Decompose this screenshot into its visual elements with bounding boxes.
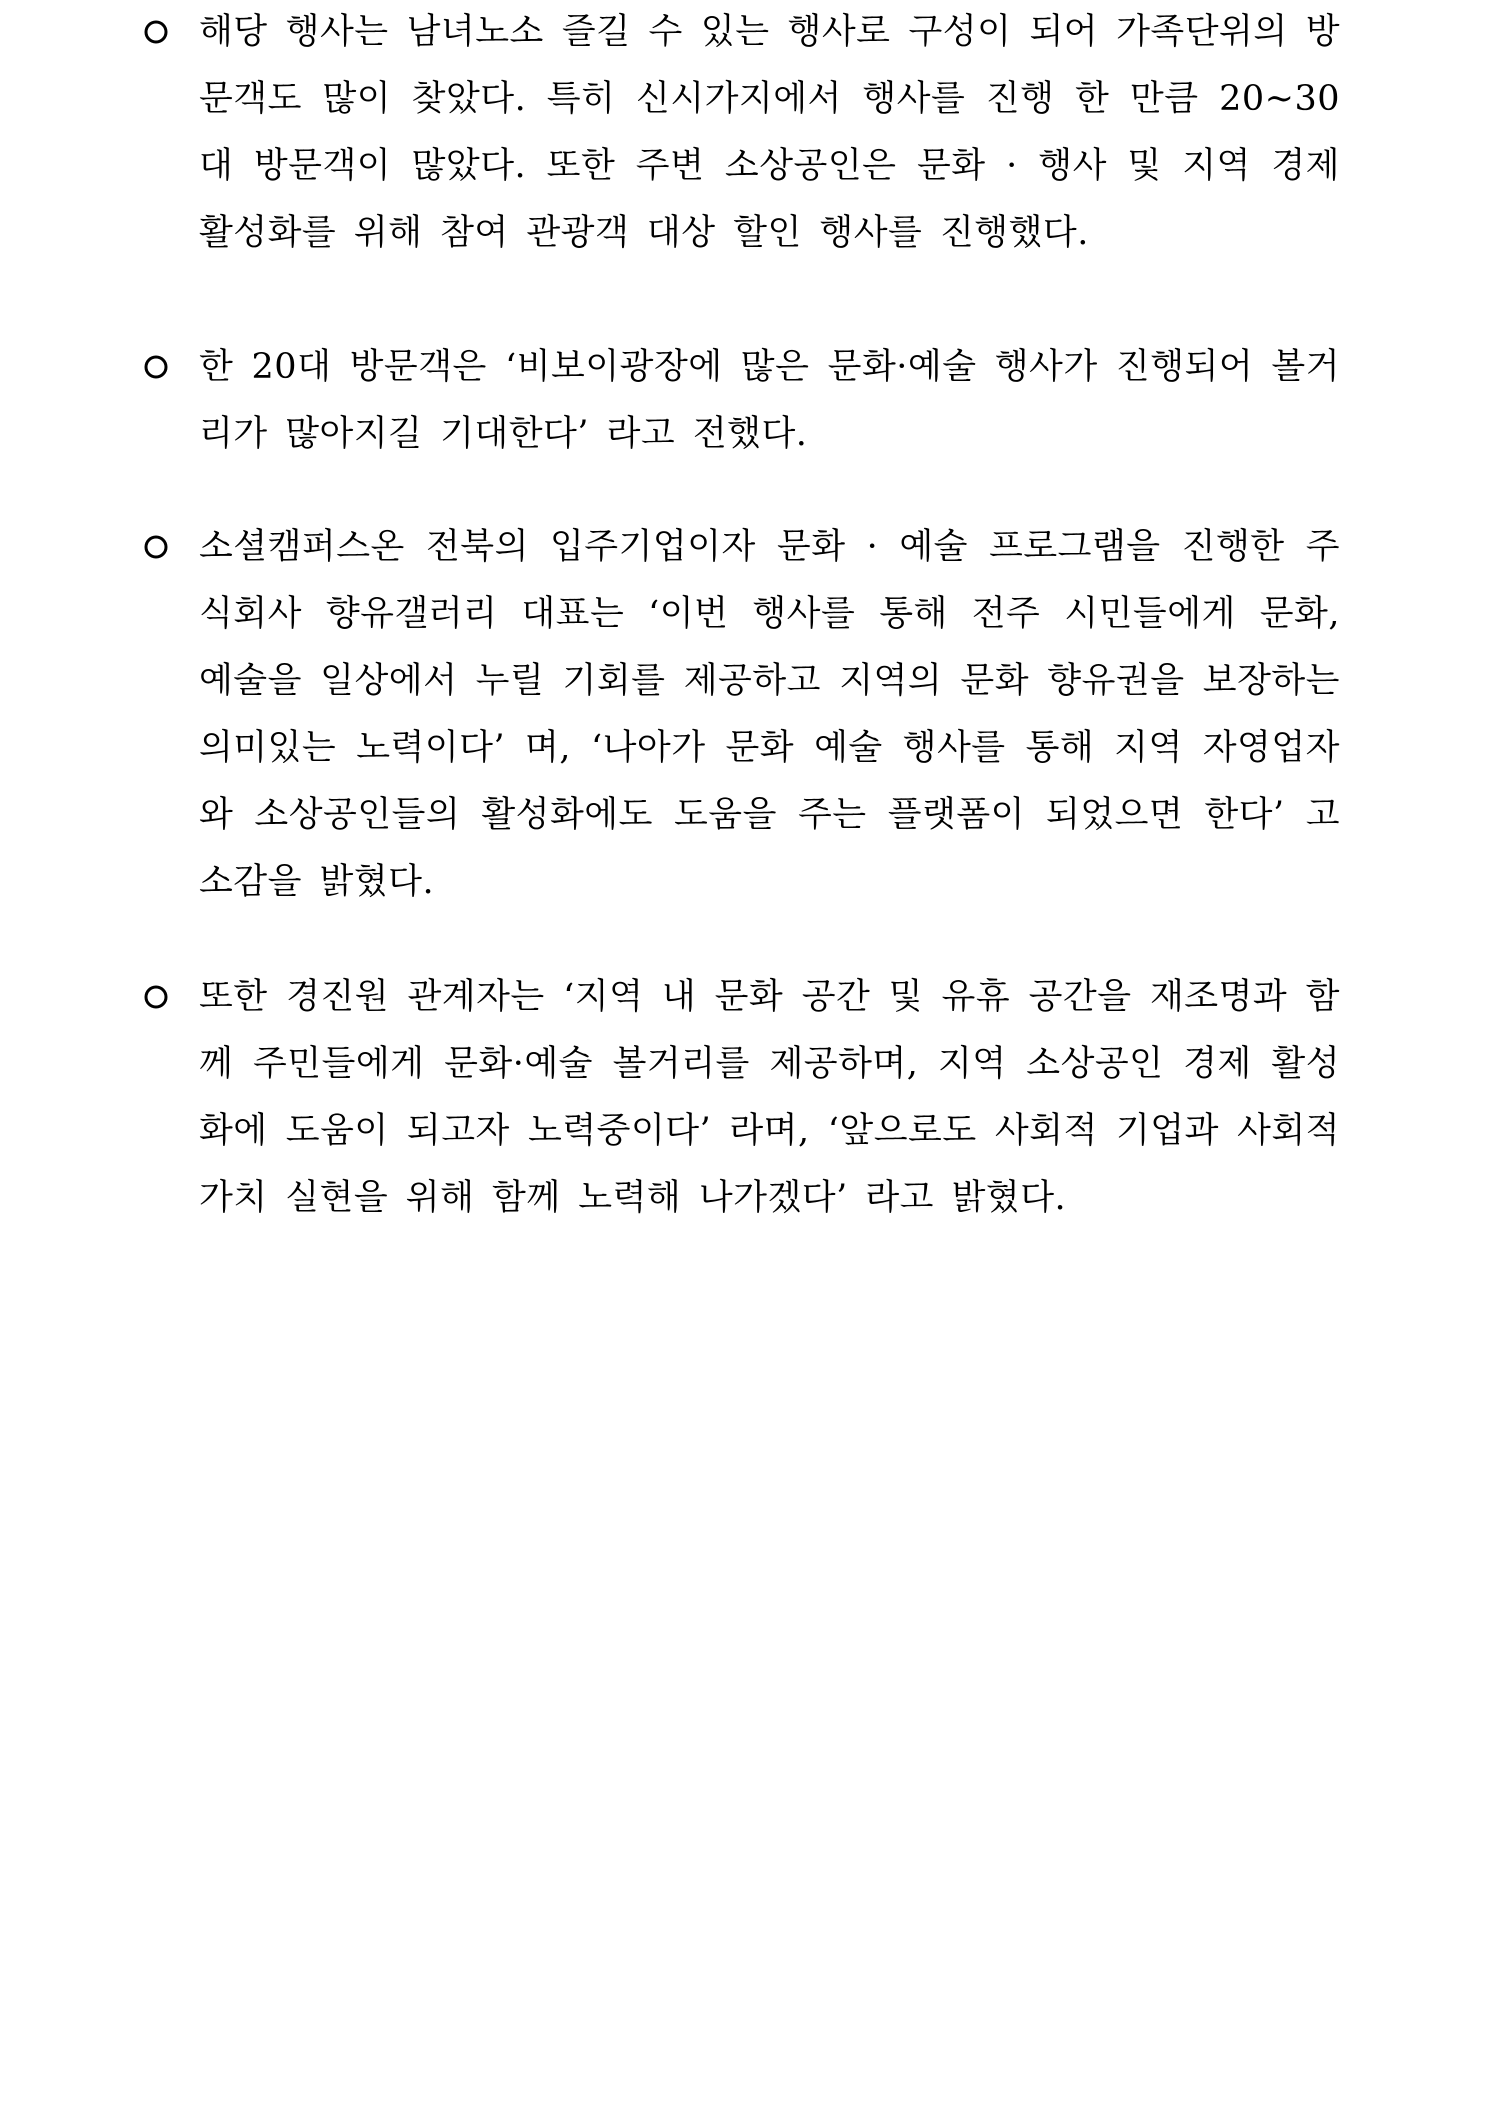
bullet-paragraph (143, 347, 1340, 468)
circle-bullet-icon (143, 354, 169, 380)
circle-bullet-icon (143, 984, 169, 1010)
paragraph-text: 또한 경진원 관계자는 ‘지역 내 문화 공간 및 유휴 공간을 재조명과 함께 주민들에게 문화·예술 볼거리를 제공하며, 지역 소상공인 경제 활성화에 도움이 되고자 노력중이다’ 라며, ‘앞으로도 사회적 기업과 사회적 가치 실현을 위해 함께 노력해 나가겠다’ 라고 밝혔다. (199, 977, 1340, 1218)
bullet-paragraph (143, 12, 1340, 267)
circle-bullet-icon (143, 19, 169, 45)
bullet-paragraph (143, 527, 1340, 916)
paragraph-text: 해당 행사는 남녀노소 즐길 수 있는 행사로 구성이 되어 가족단위의 방문객도 많이 찾았다. 특히 신시가지에서 행사를 진행 한 만큼 20~30대 방문객이 많았다. 또한 주변 소상공인은 문화 · 행사 및 지역 경제 활성화를 위해 참여 관광객 대상 할인 행사를 진행했다. (199, 12, 1340, 253)
paragraph-text: 한 20대 방문객은 ‘비보이광장에 많은 문화·예술 행사가 진행되어 볼거리가 많아지길 기대한다’ 라고 전했다. (199, 347, 1340, 454)
paragraph-text: 소셜캠퍼스온 전북의 입주기업이자 문화 · 예술 프로그램을 진행한 주식회사 향유갤러리 대표는 ‘이번 행사를 통해 전주 시민들에게 문화, 예술을 일상에서 누릴 기회를 제공하고 지역의 문화 향유권을 보장하는 의미있는 노력이다’ 며, ‘나아가 문화 예술 행사를 통해 지역 자영업자와 소상공인들의 활성화에도 도움을 주는 플랫폼이 되었으면 한다’ 고 소감을 밝혔다. (199, 527, 1340, 902)
bullet-paragraph (143, 977, 1340, 1232)
circle-bullet-icon (143, 534, 169, 560)
